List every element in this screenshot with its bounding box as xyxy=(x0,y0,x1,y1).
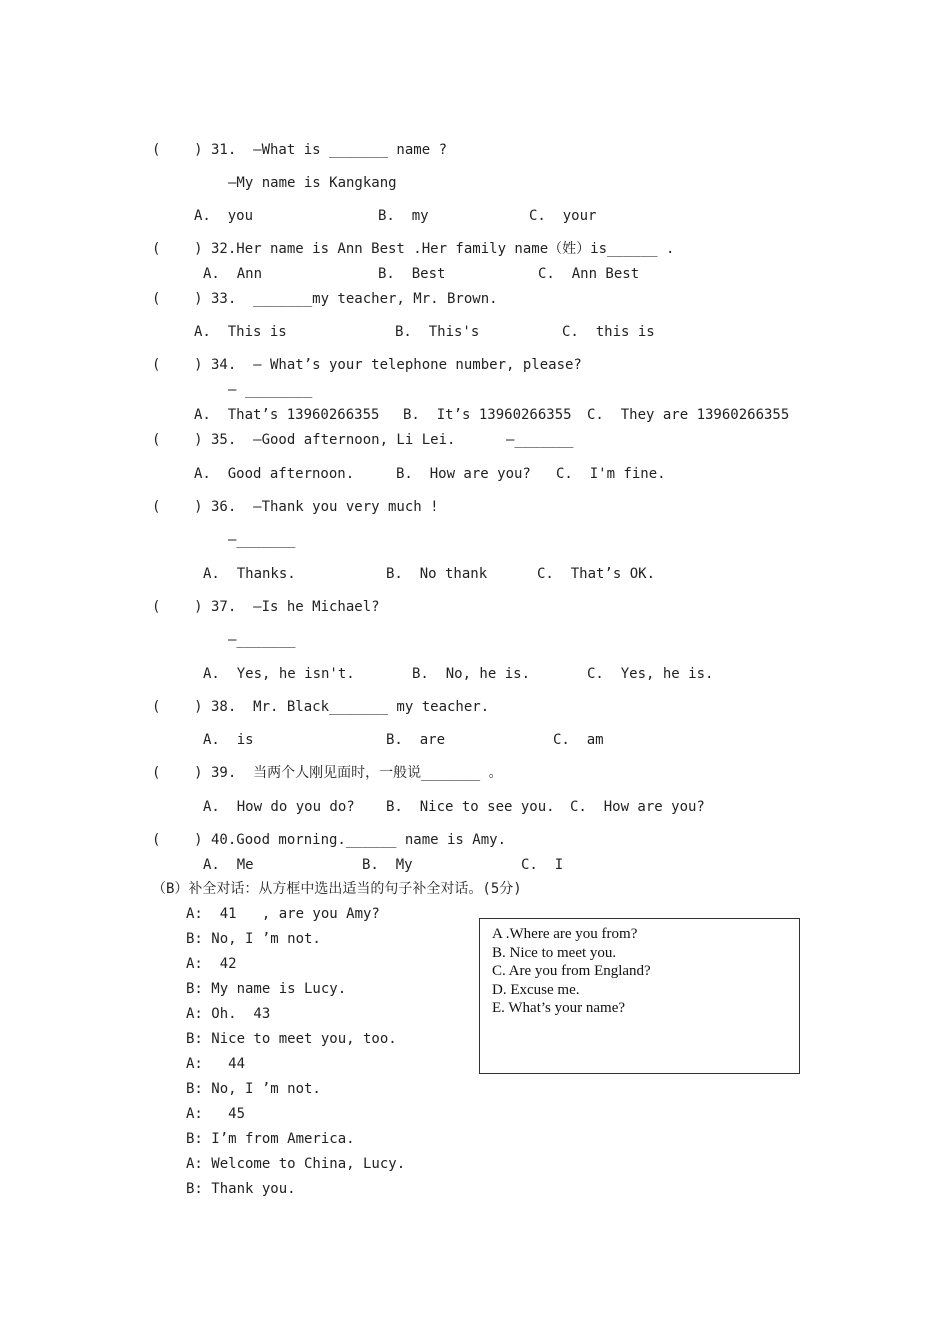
q40-option-a: A. Me xyxy=(203,857,254,873)
q39-option-a: A. How do you do? xyxy=(203,799,355,815)
q39-stem: ( ) 39. 当两个人刚见面时，一般说_______ 。 xyxy=(152,765,503,781)
q34-stem: ( ) 34. — What’s your telephone number, please? xyxy=(152,357,582,373)
q35-option-c: C. I'm fine. xyxy=(556,466,666,482)
q36-option-b: B. No thank xyxy=(386,566,488,582)
q36-option-c: C. That’s OK. xyxy=(537,566,656,582)
dialogue-line: A: 41 , are you Amy? xyxy=(186,906,380,922)
q36-response: —_______ xyxy=(228,532,296,548)
q38-option-c: C. am xyxy=(553,732,604,748)
q35-option-a: A. Good afternoon. xyxy=(194,466,355,482)
q32-stem: ( ) 32.Her name is Ann Best .Her family name（姓）is______ . xyxy=(152,241,675,257)
q35-option-b: B. How are you? xyxy=(396,466,531,482)
q37-stem: ( ) 37. —Is he Michael? xyxy=(152,599,380,615)
q32-option-b: B. Best xyxy=(378,266,446,282)
choice-a: A .Where are you from? xyxy=(492,926,638,942)
q34-option-b: B. It’s 13960266355 xyxy=(403,407,572,423)
q37-option-c: C. Yes, he is. xyxy=(587,666,714,682)
q34-option-c: C. They are 13960266355 xyxy=(587,407,790,423)
dialogue-line: A: 45 xyxy=(186,1106,271,1122)
dialogue-line: B: No, I ’m not. xyxy=(186,931,321,947)
q33-option-c: C. this is xyxy=(562,324,655,340)
q36-option-a: A. Thanks. xyxy=(203,566,296,582)
q40-option-b: B. My xyxy=(362,857,413,873)
q37-option-a: A. Yes, he isn't. xyxy=(203,666,355,682)
q40-stem: ( ) 40.Good morning.______ name is Amy. xyxy=(152,832,507,848)
q38-option-a: A. is xyxy=(203,732,254,748)
choice-e: E. What’s your name? xyxy=(492,1000,626,1017)
q39-option-c: C. How are you? xyxy=(570,799,705,815)
q40-option-c: C. I xyxy=(521,857,564,873)
q37-response: —_______ xyxy=(228,632,296,648)
q38-option-b: B. are xyxy=(386,732,446,748)
dialogue-line: B: No, I ’m not. xyxy=(186,1081,321,1097)
dialogue-line: A: Welcome to China, Lucy. xyxy=(186,1156,406,1172)
q37-option-b: B. No, he is. xyxy=(412,666,531,682)
dialogue-line: A: Oh. 43 xyxy=(186,1006,288,1022)
q31-stem: ( ) 31. —What is _______ name ? xyxy=(152,142,448,158)
q31-option-b: B. my xyxy=(378,208,429,224)
choice-b: B. Nice to meet you. xyxy=(492,944,617,961)
q31-response: —My name is Kangkang xyxy=(228,175,397,191)
choice-box xyxy=(479,918,800,1074)
q38-stem: ( ) 38. Mr. Black_______ my teacher. xyxy=(152,699,490,715)
q32-option-a: A. Ann xyxy=(203,266,263,282)
dialogue-line: B: Thank you. xyxy=(186,1181,296,1197)
q31-option-a: A. you xyxy=(194,208,254,224)
q34-option-a: A. That’s 13960266355 xyxy=(194,407,380,423)
q33-option-b: B. This's xyxy=(395,324,480,340)
choice-d: D. Excuse me. xyxy=(492,981,580,998)
q35-stem: ( ) 35. —Good afternoon, Li Lei. —_______ xyxy=(152,432,574,448)
dialogue-line: A: 44 xyxy=(186,1056,271,1072)
q32-option-c: C. Ann Best xyxy=(538,266,640,282)
q39-option-b: B. Nice to see you. xyxy=(386,799,555,815)
dialogue-line: B: Nice to meet you, too. xyxy=(186,1031,397,1047)
dialogue-line: B: I’m from America. xyxy=(186,1131,355,1147)
choice-c: C. Are you from England? xyxy=(492,963,651,980)
q33-stem: ( ) 33. _______my teacher, Mr. Brown. xyxy=(152,291,498,307)
q36-stem: ( ) 36. —Thank you very much ! xyxy=(152,499,439,515)
section-b-title: （B）补全对话：从方框中选出适当的句子补全对话。(5分) xyxy=(152,881,522,897)
dialogue-line: A: 42 xyxy=(186,956,254,972)
q33-option-a: A. This is xyxy=(194,324,287,340)
q34-response: — ________ xyxy=(228,382,313,398)
dialogue-line: B: My name is Lucy. xyxy=(186,981,347,997)
q31-option-c: C. your xyxy=(529,208,597,224)
